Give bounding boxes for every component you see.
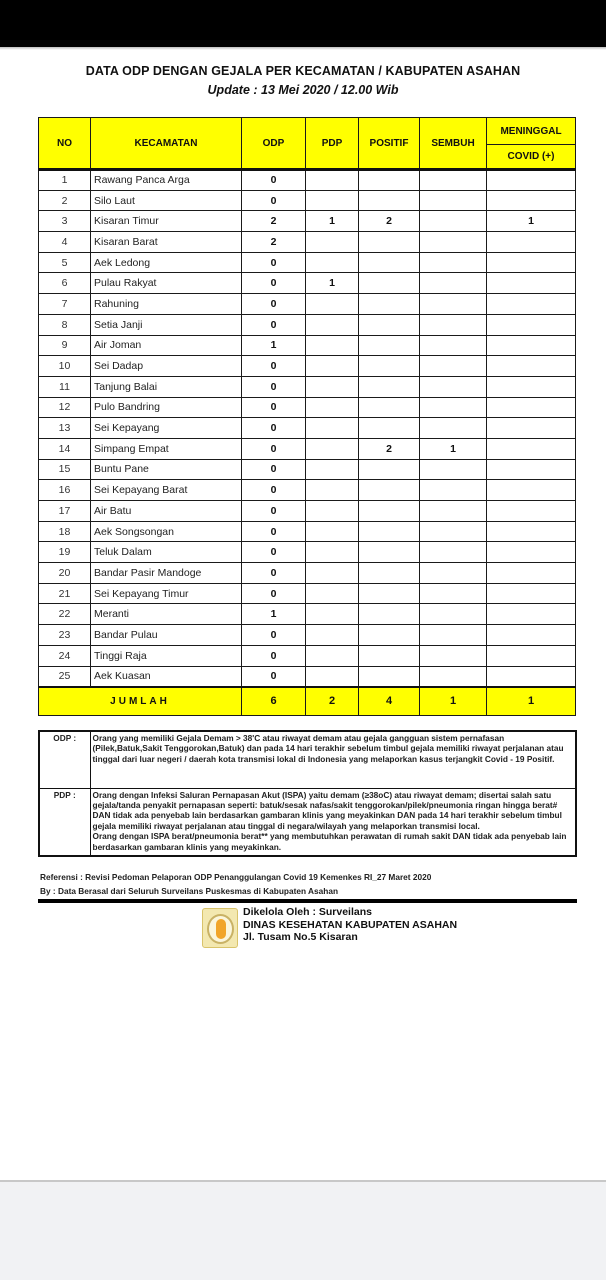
cell-pdp	[306, 232, 359, 253]
cell-meninggal	[487, 542, 576, 563]
cell-odp: 1	[242, 335, 306, 356]
cell-meninggal	[487, 501, 576, 522]
cell-odp: 0	[242, 563, 306, 584]
cell-pdp	[306, 583, 359, 604]
table-row	[39, 356, 576, 377]
cell-odp: 0	[242, 459, 306, 480]
cell-positif	[359, 583, 420, 604]
cell-sembuh	[420, 294, 487, 315]
cell-sembuh	[420, 501, 487, 522]
cell-kecamatan: Buntu Pane	[91, 459, 242, 480]
definitions-table	[38, 730, 577, 857]
cell-no: 4	[39, 232, 91, 253]
table-row	[39, 294, 576, 315]
cell-positif	[359, 604, 420, 625]
cell-no: 8	[39, 314, 91, 335]
cell-positif	[359, 563, 420, 584]
table-row	[39, 190, 576, 211]
cell-meninggal	[487, 376, 576, 397]
cell-pdp	[306, 604, 359, 625]
cell-sembuh	[420, 273, 487, 294]
cell-pdp	[306, 501, 359, 522]
cell-odp: 2	[242, 232, 306, 253]
table-row	[39, 397, 576, 418]
cell-no: 12	[39, 397, 91, 418]
cell-meninggal	[487, 170, 576, 191]
table-row	[39, 170, 576, 191]
cell-kecamatan: Air Batu	[91, 501, 242, 522]
cell-no: 10	[39, 356, 91, 377]
cell-no: 7	[39, 294, 91, 315]
cell-positif	[359, 542, 420, 563]
cell-meninggal	[487, 397, 576, 418]
cell-pdp	[306, 376, 359, 397]
cell-pdp	[306, 438, 359, 459]
cell-pdp	[306, 666, 359, 687]
table-body	[39, 170, 576, 716]
cell-odp: 0	[242, 190, 306, 211]
cell-kecamatan: Setia Janji	[91, 314, 242, 335]
cell-sembuh	[420, 252, 487, 273]
cell-kecamatan: Kisaran Barat	[91, 232, 242, 253]
reference-text: Referensi : Revisi Pedoman Pelaporan ODP Penanggulangan Covid 19 Kemenkes RI_27 Maret 2020	[40, 872, 432, 882]
cell-odp: 0	[242, 542, 306, 563]
cell-kecamatan: Sei Kepayang Barat	[91, 480, 242, 501]
cell-kecamatan: Aek Ledong	[91, 252, 242, 273]
cell-sembuh	[420, 356, 487, 377]
footer	[202, 906, 492, 956]
cell-sembuh	[420, 335, 487, 356]
cell-no: 6	[39, 273, 91, 294]
cell-odp: 2	[242, 211, 306, 232]
table-row	[39, 232, 576, 253]
cell-sembuh	[420, 521, 487, 542]
table-row	[39, 583, 576, 604]
cell-positif: 2	[359, 438, 420, 459]
cell-meninggal	[487, 418, 576, 439]
cell-sembuh	[420, 170, 487, 191]
cell-sembuh	[420, 583, 487, 604]
cell-positif	[359, 480, 420, 501]
agency-logo-icon	[202, 908, 238, 948]
cell-meninggal	[487, 273, 576, 294]
header-pdp: PDP	[306, 118, 359, 170]
cell-no: 20	[39, 563, 91, 584]
source-text: By : Data Berasal dari Seluruh Surveilans Puskesmas di Kabupaten Asahan	[40, 886, 339, 896]
table-row	[39, 625, 576, 646]
cell-positif: 2	[359, 211, 420, 232]
odp-definition-key: ODP :	[39, 731, 90, 788]
cell-kecamatan: Silo Laut	[91, 190, 242, 211]
table-row	[39, 335, 576, 356]
cell-pdp	[306, 356, 359, 377]
cell-pdp	[306, 335, 359, 356]
cell-pdp	[306, 397, 359, 418]
cell-no: 15	[39, 459, 91, 480]
header-no: NO	[39, 118, 91, 170]
footer-managed-by: Dikelola Oleh : Surveilans	[243, 906, 372, 918]
cell-pdp: 1	[306, 211, 359, 232]
cell-odp: 0	[242, 356, 306, 377]
cell-sembuh	[420, 211, 487, 232]
cell-sembuh	[420, 625, 487, 646]
cell-kecamatan: Aek Songsongan	[91, 521, 242, 542]
cell-odp: 1	[242, 604, 306, 625]
cell-odp: 0	[242, 480, 306, 501]
total-label: JUMLAH	[39, 687, 242, 716]
table-row	[39, 459, 576, 480]
document-subtitle: Update : 13 Mei 2020 / 12.00 Wib	[207, 83, 399, 97]
cell-no: 22	[39, 604, 91, 625]
status-bar	[0, 0, 606, 47]
table-row	[39, 438, 576, 459]
cell-positif	[359, 314, 420, 335]
cell-positif	[359, 397, 420, 418]
cell-no: 5	[39, 252, 91, 273]
cell-meninggal	[487, 190, 576, 211]
cell-positif	[359, 190, 420, 211]
cell-kecamatan: Meranti	[91, 604, 242, 625]
cell-sembuh	[420, 604, 487, 625]
cell-pdp	[306, 625, 359, 646]
cell-pdp	[306, 480, 359, 501]
cell-no: 14	[39, 438, 91, 459]
cell-kecamatan: Rawang Panca Arga	[91, 170, 242, 191]
cell-kecamatan: Rahuning	[91, 294, 242, 315]
cell-odp: 0	[242, 170, 306, 191]
cell-no: 11	[39, 376, 91, 397]
cell-meninggal	[487, 563, 576, 584]
total-odp: 6	[242, 687, 306, 716]
total-pdp: 2	[306, 687, 359, 716]
footer-agency: DINAS KESEHATAN KABUPATEN ASAHAN	[243, 918, 458, 931]
cell-kecamatan: Bandar Pulau	[91, 625, 242, 646]
cell-no: 16	[39, 480, 91, 501]
pdp-definition-part2: Orang dengan ISPA berat/pneumonia berat** yang membutuhkan perawatan di rumah sakit DAN tidak ada penyebab lain berdasarkan gambaran klinis yang meyakinkan.	[92, 831, 567, 852]
cell-sembuh	[420, 459, 487, 480]
cell-no: 13	[39, 418, 91, 439]
cell-sembuh	[420, 645, 487, 666]
cell-odp: 0	[242, 521, 306, 542]
cell-pdp	[306, 542, 359, 563]
cell-odp: 0	[242, 294, 306, 315]
cell-no: 2	[39, 190, 91, 211]
header-sembuh: SEMBUH	[420, 118, 487, 170]
cell-odp: 0	[242, 583, 306, 604]
table-row	[39, 645, 576, 666]
table-row	[39, 521, 576, 542]
cell-sembuh	[420, 376, 487, 397]
cell-meninggal	[487, 314, 576, 335]
cell-pdp	[306, 170, 359, 191]
cell-odp: 0	[242, 666, 306, 687]
header-positif: POSITIF	[359, 118, 420, 170]
footer-address: Jl. Tusam No.5 Kisaran	[243, 931, 358, 943]
cell-meninggal	[487, 604, 576, 625]
cell-meninggal	[487, 625, 576, 646]
cell-meninggal	[487, 294, 576, 315]
cell-pdp	[306, 521, 359, 542]
cell-meninggal	[487, 252, 576, 273]
table-row	[39, 314, 576, 335]
cell-positif	[359, 521, 420, 542]
header-odp: ODP	[242, 118, 306, 170]
cell-positif	[359, 645, 420, 666]
cell-pdp	[306, 645, 359, 666]
cell-kecamatan: Sei Kepayang	[91, 418, 242, 439]
cell-no: 19	[39, 542, 91, 563]
cell-meninggal	[487, 480, 576, 501]
cell-no: 23	[39, 625, 91, 646]
table-row	[39, 376, 576, 397]
cell-odp: 0	[242, 314, 306, 335]
cell-odp: 0	[242, 418, 306, 439]
total-sembuh: 1	[420, 687, 487, 716]
cell-sembuh	[420, 563, 487, 584]
total-meninggal: 1	[487, 687, 576, 716]
cell-meninggal: 1	[487, 211, 576, 232]
cell-kecamatan: Sei Kepayang Timur	[91, 583, 242, 604]
cell-pdp	[306, 294, 359, 315]
cell-no: 9	[39, 335, 91, 356]
cell-odp: 0	[242, 252, 306, 273]
table-row	[39, 273, 576, 294]
cell-positif	[359, 294, 420, 315]
cell-odp: 0	[242, 501, 306, 522]
cell-positif	[359, 232, 420, 253]
cell-kecamatan: Pulo Bandring	[91, 397, 242, 418]
cell-sembuh	[420, 190, 487, 211]
cell-kecamatan: Sei Dadap	[91, 356, 242, 377]
cell-sembuh	[420, 314, 487, 335]
cell-meninggal	[487, 666, 576, 687]
cell-no: 17	[39, 501, 91, 522]
cell-meninggal	[487, 645, 576, 666]
cell-pdp: 1	[306, 273, 359, 294]
cell-meninggal	[487, 583, 576, 604]
cell-meninggal	[487, 232, 576, 253]
cell-sembuh	[420, 542, 487, 563]
total-row	[39, 687, 576, 716]
cell-no: 25	[39, 666, 91, 687]
document-title: DATA ODP DENGAN GEJALA PER KECAMATAN / KABUPATEN ASAHAN	[85, 64, 521, 78]
cell-odp: 0	[242, 645, 306, 666]
cell-positif	[359, 459, 420, 480]
cell-sembuh	[420, 397, 487, 418]
cell-pdp	[306, 314, 359, 335]
cell-kecamatan: Tinggi Raja	[91, 645, 242, 666]
cell-pdp	[306, 563, 359, 584]
cell-odp: 0	[242, 376, 306, 397]
table-row	[39, 604, 576, 625]
divider-rule	[38, 899, 577, 903]
cell-kecamatan: Pulau Rakyat	[91, 273, 242, 294]
cell-kecamatan: Simpang Empat	[91, 438, 242, 459]
table-row	[39, 501, 576, 522]
cell-positif	[359, 418, 420, 439]
total-positif: 4	[359, 687, 420, 716]
footer-text	[243, 906, 457, 944]
cell-meninggal	[487, 459, 576, 480]
cell-no: 24	[39, 645, 91, 666]
cell-positif	[359, 376, 420, 397]
cell-kecamatan: Aek Kuasan	[91, 666, 242, 687]
cell-positif	[359, 170, 420, 191]
cell-no: 21	[39, 583, 91, 604]
table-row	[39, 480, 576, 501]
cell-kecamatan: Kisaran Timur	[91, 211, 242, 232]
cell-kecamatan: Teluk Dalam	[91, 542, 242, 563]
cell-sembuh	[420, 418, 487, 439]
cell-sembuh: 1	[420, 438, 487, 459]
table-row	[39, 252, 576, 273]
pdp-definition-key: PDP :	[39, 788, 90, 856]
cell-meninggal	[487, 335, 576, 356]
table-row	[39, 563, 576, 584]
odp-definition-text: Orang yang memiliki Gejala Demam > 38'C atau riwayat demam atau gejala gangguan sistem pernafasan (Pilek,Batuk,Sakit Tenggorokan,Batuk) dan pada 14 hari terakhir sebelum timbul gejala memiliki riwayat perjalanan atau tinggal dari luar negeri / daerah kota transmisi lokal di Indonesia yang melaporkan kasus terjangkit Covid - 19 Positif.	[90, 731, 576, 788]
viewer-bottom-area	[0, 1180, 606, 1280]
header-covid: COVID (+)	[487, 145, 576, 170]
table-row	[39, 542, 576, 563]
cell-positif	[359, 666, 420, 687]
cell-odp: 0	[242, 438, 306, 459]
cell-positif	[359, 625, 420, 646]
cell-pdp	[306, 418, 359, 439]
cell-kecamatan: Tanjung Balai	[91, 376, 242, 397]
table-row	[39, 211, 576, 232]
cell-kecamatan: Bandar Pasir Mandoge	[91, 563, 242, 584]
cell-sembuh	[420, 666, 487, 687]
pdp-definition-part1: Orang dengan Infeksi Saluran Pernapasan Akut (ISPA) yaitu demam (≥38oC) atau riwayat demam; disertai salah satu gejala/tanda penyakit pernapasan seperti: batuk/sesak nafas/sakit tenggorokan/pilek/pneumonia ringan hingga berat# DAN tidak ada penyebab lain berdasarkan gambaran klinis yang meyakinkan DAN pada 14 hari terakhir sebelum timbul gejala memiliki riwayat perjalanan atau tinggal di negara/wilayah yang melaporkan transmisi local.	[92, 789, 562, 831]
odp-data-table	[38, 117, 576, 716]
cell-sembuh	[420, 480, 487, 501]
cell-positif	[359, 356, 420, 377]
cell-odp: 0	[242, 625, 306, 646]
cell-odp: 0	[242, 397, 306, 418]
cell-pdp	[306, 459, 359, 480]
cell-pdp	[306, 190, 359, 211]
cell-sembuh	[420, 232, 487, 253]
cell-odp: 0	[242, 273, 306, 294]
cell-meninggal	[487, 521, 576, 542]
cell-positif	[359, 273, 420, 294]
cell-positif	[359, 501, 420, 522]
header-kecamatan: KECAMATAN	[91, 118, 242, 170]
cell-meninggal	[487, 356, 576, 377]
cell-pdp	[306, 252, 359, 273]
cell-positif	[359, 252, 420, 273]
cell-no: 3	[39, 211, 91, 232]
cell-positif	[359, 335, 420, 356]
table-row	[39, 666, 576, 687]
cell-meninggal	[487, 438, 576, 459]
cell-no: 1	[39, 170, 91, 191]
table-row	[39, 418, 576, 439]
pdp-definition-text	[90, 788, 576, 856]
cell-no: 18	[39, 521, 91, 542]
header-meninggal: MENINGGAL	[487, 118, 576, 145]
cell-kecamatan: Air Joman	[91, 335, 242, 356]
